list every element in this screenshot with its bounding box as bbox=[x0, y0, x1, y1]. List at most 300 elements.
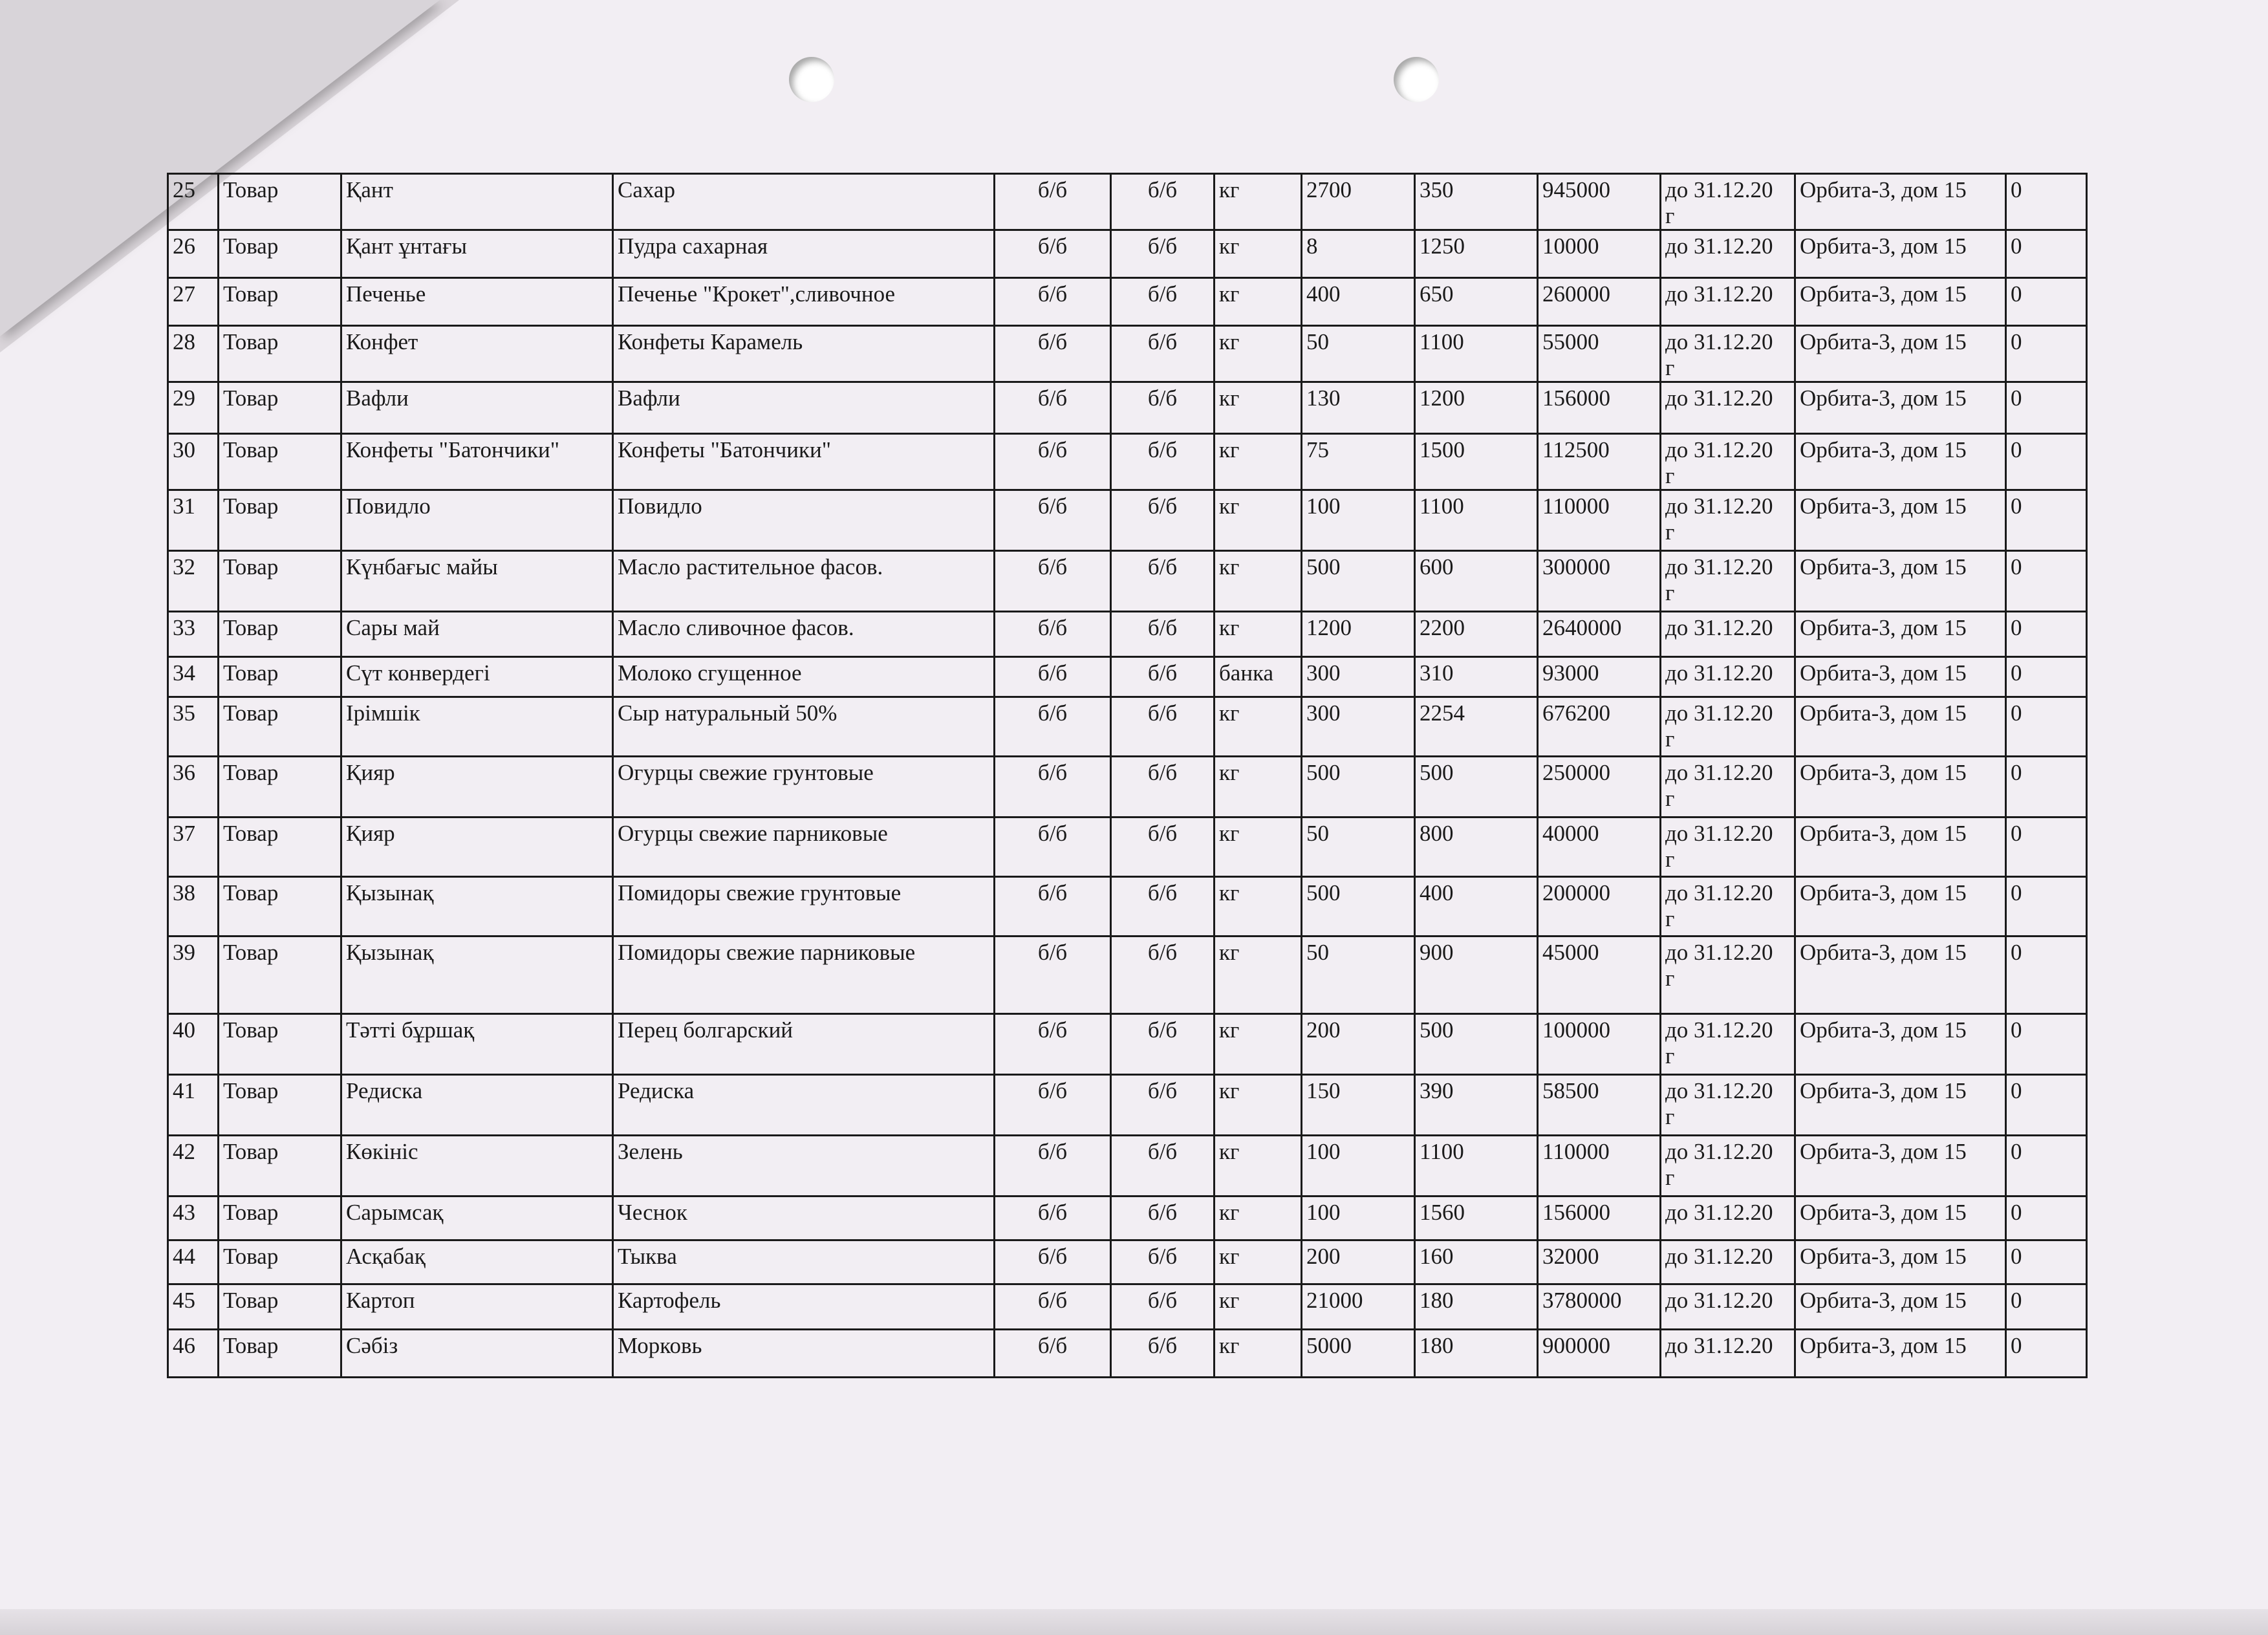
cell-last: 0 bbox=[2006, 174, 2087, 230]
cell-price: 1200 bbox=[1415, 382, 1538, 434]
cell-bb-1: б/б bbox=[995, 657, 1111, 697]
cell-type: Товар bbox=[219, 1240, 341, 1284]
term-date: до 31.12.20 bbox=[1665, 554, 1773, 579]
cell-price: 160 bbox=[1415, 1240, 1538, 1284]
term-date: до 31.12.20 bbox=[1665, 700, 1773, 726]
cell-price: 1100 bbox=[1415, 490, 1538, 551]
cell-name-ru: Печенье "Крокет",сливочное bbox=[613, 278, 995, 326]
table-row bbox=[168, 230, 2087, 278]
cell-last: 0 bbox=[2006, 230, 2087, 278]
cell-address: Орбита-3, дом 15 bbox=[1795, 490, 2006, 551]
cell-address: Орбита-3, дом 15 bbox=[1795, 434, 2006, 490]
cell-name-ru: Огурцы свежие грунтовые bbox=[613, 757, 995, 817]
cell-address: Орбита-3, дом 15 bbox=[1795, 757, 2006, 817]
cell-name-ru: Сахар bbox=[613, 174, 995, 230]
cell-address: Орбита-3, дом 15 bbox=[1795, 278, 2006, 326]
cell-bb-1: б/б bbox=[995, 877, 1111, 937]
cell-number: 39 bbox=[168, 937, 219, 1014]
cell-last: 0 bbox=[2006, 697, 2087, 757]
cell-name-kz: Картоп bbox=[341, 1284, 613, 1330]
term-suffix: г bbox=[1665, 786, 1675, 811]
cell-price: 650 bbox=[1415, 278, 1538, 326]
cell-type: Товар bbox=[219, 382, 341, 434]
cell-sum: 110000 bbox=[1538, 490, 1661, 551]
cell-term bbox=[1661, 877, 1795, 937]
cell-quantity: 100 bbox=[1302, 1196, 1415, 1240]
cell-address: Орбита-3, дом 15 bbox=[1795, 937, 2006, 1014]
cell-last: 0 bbox=[2006, 551, 2087, 612]
cell-term bbox=[1661, 1240, 1795, 1284]
cell-quantity: 75 bbox=[1302, 434, 1415, 490]
cell-term bbox=[1661, 490, 1795, 551]
cell-quantity: 200 bbox=[1302, 1240, 1415, 1284]
cell-number: 31 bbox=[168, 490, 219, 551]
cell-price: 350 bbox=[1415, 174, 1538, 230]
cell-unit: кг bbox=[1215, 490, 1302, 551]
cell-bb-2: б/б bbox=[1111, 1240, 1215, 1284]
cell-address: Орбита-3, дом 15 bbox=[1795, 657, 2006, 697]
cell-name-kz: Асқабақ bbox=[341, 1240, 613, 1284]
cell-bb-1: б/б bbox=[995, 817, 1111, 877]
cell-name-ru: Масло сливочное фасов. bbox=[613, 612, 995, 657]
cell-sum: 2640000 bbox=[1538, 612, 1661, 657]
cell-name-kz: Күнбағыс майы bbox=[341, 551, 613, 612]
cell-number: 35 bbox=[168, 697, 219, 757]
term-date: до 31.12.20 bbox=[1665, 281, 1773, 307]
cell-sum: 900000 bbox=[1538, 1330, 1661, 1378]
cell-number: 27 bbox=[168, 278, 219, 326]
cell-type: Товар bbox=[219, 174, 341, 230]
table-row bbox=[168, 817, 2087, 877]
cell-name-ru: Перец болгарский bbox=[613, 1014, 995, 1075]
cell-name-kz: Қант ұнтағы bbox=[341, 230, 613, 278]
cell-type: Товар bbox=[219, 697, 341, 757]
cell-type: Товар bbox=[219, 490, 341, 551]
cell-unit: банка bbox=[1215, 657, 1302, 697]
cell-last: 0 bbox=[2006, 1240, 2087, 1284]
cell-name-ru: Картофель bbox=[613, 1284, 995, 1330]
cell-number: 41 bbox=[168, 1075, 219, 1136]
cell-name-kz: Сарымсақ bbox=[341, 1196, 613, 1240]
term-date: до 31.12.20 bbox=[1665, 1139, 1773, 1164]
cell-unit: кг bbox=[1215, 382, 1302, 434]
cell-type: Товар bbox=[219, 1196, 341, 1240]
cell-bb-2: б/б bbox=[1111, 490, 1215, 551]
cell-term bbox=[1661, 382, 1795, 434]
cell-unit: кг bbox=[1215, 1284, 1302, 1330]
cell-number: 30 bbox=[168, 434, 219, 490]
cell-name-ru: Зелень bbox=[613, 1136, 995, 1196]
cell-bb-1: б/б bbox=[995, 278, 1111, 326]
term-date: до 31.12.20 bbox=[1665, 660, 1773, 686]
cell-bb-2: б/б bbox=[1111, 434, 1215, 490]
term-suffix: г bbox=[1665, 463, 1675, 488]
cell-name-ru: Повидло bbox=[613, 490, 995, 551]
term-date: до 31.12.20 bbox=[1665, 940, 1773, 965]
cell-unit: кг bbox=[1215, 877, 1302, 937]
cell-sum: 110000 bbox=[1538, 1136, 1661, 1196]
cell-sum: 676200 bbox=[1538, 697, 1661, 757]
cell-address: Орбита-3, дом 15 bbox=[1795, 1075, 2006, 1136]
cell-number: 37 bbox=[168, 817, 219, 877]
term-suffix: г bbox=[1665, 1165, 1675, 1190]
cell-quantity: 50 bbox=[1302, 326, 1415, 382]
cell-quantity: 2700 bbox=[1302, 174, 1415, 230]
scan-bottom-edge bbox=[0, 1609, 2268, 1635]
cell-sum: 45000 bbox=[1538, 937, 1661, 1014]
term-date: до 31.12.20 bbox=[1665, 1078, 1773, 1103]
cell-quantity: 500 bbox=[1302, 757, 1415, 817]
cell-last: 0 bbox=[2006, 1075, 2087, 1136]
term-date: до 31.12.20 bbox=[1665, 1200, 1773, 1225]
cell-unit: кг bbox=[1215, 1240, 1302, 1284]
cell-bb-2: б/б bbox=[1111, 174, 1215, 230]
cell-term bbox=[1661, 1014, 1795, 1075]
cell-bb-1: б/б bbox=[995, 1196, 1111, 1240]
cell-name-kz: Сәбіз bbox=[341, 1330, 613, 1378]
cell-price: 900 bbox=[1415, 937, 1538, 1014]
procurement-table bbox=[167, 173, 2088, 1378]
cell-name-ru: Помидоры свежие грунтовые bbox=[613, 877, 995, 937]
term-suffix: г bbox=[1665, 519, 1675, 545]
cell-name-kz: Конфет bbox=[341, 326, 613, 382]
term-date: до 31.12.20 bbox=[1665, 493, 1773, 519]
cell-sum: 100000 bbox=[1538, 1014, 1661, 1075]
table-row bbox=[168, 551, 2087, 612]
cell-address: Орбита-3, дом 15 bbox=[1795, 612, 2006, 657]
table-body bbox=[168, 174, 2087, 1378]
cell-quantity: 50 bbox=[1302, 817, 1415, 877]
cell-price: 600 bbox=[1415, 551, 1538, 612]
cell-name-ru: Пудра сахарная bbox=[613, 230, 995, 278]
term-date: до 31.12.20 bbox=[1665, 880, 1773, 905]
cell-quantity: 5000 bbox=[1302, 1330, 1415, 1378]
cell-name-ru: Молоко сгущенное bbox=[613, 657, 995, 697]
cell-term bbox=[1661, 278, 1795, 326]
cell-name-kz: Қияр bbox=[341, 817, 613, 877]
term-suffix: г bbox=[1665, 847, 1675, 872]
cell-bb-1: б/б bbox=[995, 937, 1111, 1014]
cell-price: 2254 bbox=[1415, 697, 1538, 757]
cell-name-ru: Конфеты "Батончики" bbox=[613, 434, 995, 490]
cell-name-ru: Сыр натуральный 50% bbox=[613, 697, 995, 757]
cell-last: 0 bbox=[2006, 817, 2087, 877]
cell-bb-1: б/б bbox=[995, 757, 1111, 817]
cell-unit: кг bbox=[1215, 1075, 1302, 1136]
term-suffix: г bbox=[1665, 1043, 1675, 1068]
term-date: до 31.12.20 bbox=[1665, 385, 1773, 411]
cell-price: 800 bbox=[1415, 817, 1538, 877]
cell-unit: кг bbox=[1215, 230, 1302, 278]
cell-number: 43 bbox=[168, 1196, 219, 1240]
cell-type: Товар bbox=[219, 817, 341, 877]
cell-last: 0 bbox=[2006, 1136, 2087, 1196]
cell-bb-1: б/б bbox=[995, 434, 1111, 490]
cell-type: Товар bbox=[219, 877, 341, 937]
cell-type: Товар bbox=[219, 612, 341, 657]
cell-sum: 250000 bbox=[1538, 757, 1661, 817]
term-date: до 31.12.20 bbox=[1665, 1244, 1773, 1269]
table-row bbox=[168, 757, 2087, 817]
table-row bbox=[168, 1014, 2087, 1075]
cell-type: Товар bbox=[219, 937, 341, 1014]
cell-sum: 55000 bbox=[1538, 326, 1661, 382]
term-date: до 31.12.20 bbox=[1665, 329, 1773, 354]
cell-term bbox=[1661, 434, 1795, 490]
cell-bb-2: б/б bbox=[1111, 278, 1215, 326]
cell-quantity: 200 bbox=[1302, 1014, 1415, 1075]
cell-unit: кг bbox=[1215, 1330, 1302, 1378]
cell-sum: 40000 bbox=[1538, 817, 1661, 877]
cell-price: 1500 bbox=[1415, 434, 1538, 490]
cell-name-kz: Повидло bbox=[341, 490, 613, 551]
cell-type: Товар bbox=[219, 326, 341, 382]
table-row bbox=[168, 1240, 2087, 1284]
cell-last: 0 bbox=[2006, 326, 2087, 382]
cell-price: 180 bbox=[1415, 1284, 1538, 1330]
table-row bbox=[168, 490, 2087, 551]
cell-number: 38 bbox=[168, 877, 219, 937]
cell-price: 1100 bbox=[1415, 326, 1538, 382]
cell-name-ru: Тыква bbox=[613, 1240, 995, 1284]
cell-last: 0 bbox=[2006, 434, 2087, 490]
cell-address: Орбита-3, дом 15 bbox=[1795, 230, 2006, 278]
cell-last: 0 bbox=[2006, 937, 2087, 1014]
term-date: до 31.12.20 bbox=[1665, 821, 1773, 846]
cell-term bbox=[1661, 697, 1795, 757]
cell-term bbox=[1661, 1330, 1795, 1378]
term-suffix: г bbox=[1665, 355, 1675, 380]
cell-last: 0 bbox=[2006, 1330, 2087, 1378]
cell-bb-2: б/б bbox=[1111, 1196, 1215, 1240]
cell-bb-2: б/б bbox=[1111, 612, 1215, 657]
cell-number: 28 bbox=[168, 326, 219, 382]
cell-number: 46 bbox=[168, 1330, 219, 1378]
term-date: до 31.12.20 bbox=[1665, 1288, 1773, 1313]
cell-bb-1: б/б bbox=[995, 1330, 1111, 1378]
cell-name-ru: Вафли bbox=[613, 382, 995, 434]
cell-price: 1560 bbox=[1415, 1196, 1538, 1240]
table-row bbox=[168, 326, 2087, 382]
cell-price: 310 bbox=[1415, 657, 1538, 697]
cell-sum: 32000 bbox=[1538, 1240, 1661, 1284]
cell-unit: кг bbox=[1215, 697, 1302, 757]
cell-term bbox=[1661, 1136, 1795, 1196]
table-row bbox=[168, 1075, 2087, 1136]
cell-type: Товар bbox=[219, 230, 341, 278]
cell-bb-2: б/б bbox=[1111, 697, 1215, 757]
cell-name-ru: Масло растительное фасов. bbox=[613, 551, 995, 612]
cell-type: Товар bbox=[219, 1284, 341, 1330]
cell-number: 33 bbox=[168, 612, 219, 657]
table-row bbox=[168, 1196, 2087, 1240]
cell-unit: кг bbox=[1215, 1196, 1302, 1240]
table-row bbox=[168, 877, 2087, 937]
cell-term bbox=[1661, 937, 1795, 1014]
cell-number: 29 bbox=[168, 382, 219, 434]
cell-bb-2: б/б bbox=[1111, 877, 1215, 937]
cell-address: Орбита-3, дом 15 bbox=[1795, 1284, 2006, 1330]
cell-type: Товар bbox=[219, 551, 341, 612]
cell-name-kz: Қызынақ bbox=[341, 937, 613, 1014]
cell-number: 25 bbox=[168, 174, 219, 230]
cell-unit: кг bbox=[1215, 757, 1302, 817]
table-row bbox=[168, 1330, 2087, 1378]
cell-bb-2: б/б bbox=[1111, 382, 1215, 434]
table-row bbox=[168, 612, 2087, 657]
cell-last: 0 bbox=[2006, 1196, 2087, 1240]
cell-price: 390 bbox=[1415, 1075, 1538, 1136]
cell-bb-1: б/б bbox=[995, 490, 1111, 551]
cell-address: Орбита-3, дом 15 bbox=[1795, 1014, 2006, 1075]
cell-number: 44 bbox=[168, 1240, 219, 1284]
cell-number: 34 bbox=[168, 657, 219, 697]
cell-quantity: 500 bbox=[1302, 551, 1415, 612]
cell-unit: кг bbox=[1215, 326, 1302, 382]
cell-unit: кг bbox=[1215, 434, 1302, 490]
cell-bb-2: б/б bbox=[1111, 757, 1215, 817]
cell-unit: кг bbox=[1215, 817, 1302, 877]
cell-type: Товар bbox=[219, 1014, 341, 1075]
term-suffix: г bbox=[1665, 580, 1675, 605]
table-row bbox=[168, 937, 2087, 1014]
cell-price: 2200 bbox=[1415, 612, 1538, 657]
cell-sum: 300000 bbox=[1538, 551, 1661, 612]
cell-sum: 93000 bbox=[1538, 657, 1661, 697]
cell-quantity: 130 bbox=[1302, 382, 1415, 434]
cell-bb-2: б/б bbox=[1111, 817, 1215, 877]
cell-name-kz: Печенье bbox=[341, 278, 613, 326]
term-suffix: г bbox=[1665, 726, 1675, 752]
cell-name-kz: Тәтті бұршақ bbox=[341, 1014, 613, 1075]
cell-quantity: 150 bbox=[1302, 1075, 1415, 1136]
cell-quantity: 100 bbox=[1302, 490, 1415, 551]
cell-bb-2: б/б bbox=[1111, 230, 1215, 278]
cell-address: Орбита-3, дом 15 bbox=[1795, 174, 2006, 230]
cell-price: 400 bbox=[1415, 877, 1538, 937]
term-date: до 31.12.20 bbox=[1665, 177, 1773, 202]
cell-bb-1: б/б bbox=[995, 1014, 1111, 1075]
term-date: до 31.12.20 bbox=[1665, 615, 1773, 640]
cell-unit: кг bbox=[1215, 551, 1302, 612]
cell-name-ru: Помидоры свежие парниковые bbox=[613, 937, 995, 1014]
cell-bb-2: б/б bbox=[1111, 1284, 1215, 1330]
cell-bb-1: б/б bbox=[995, 1075, 1111, 1136]
cell-type: Товар bbox=[219, 1330, 341, 1378]
table-row bbox=[168, 174, 2087, 230]
cell-bb-1: б/б bbox=[995, 382, 1111, 434]
cell-bb-1: б/б bbox=[995, 612, 1111, 657]
cell-sum: 200000 bbox=[1538, 877, 1661, 937]
table-row bbox=[168, 657, 2087, 697]
cell-quantity: 300 bbox=[1302, 657, 1415, 697]
cell-name-ru: Огурцы свежие парниковые bbox=[613, 817, 995, 877]
cell-name-kz: Ірімшік bbox=[341, 697, 613, 757]
term-suffix: г bbox=[1665, 1104, 1675, 1129]
cell-term bbox=[1661, 174, 1795, 230]
cell-address: Орбита-3, дом 15 bbox=[1795, 1136, 2006, 1196]
cell-last: 0 bbox=[2006, 490, 2087, 551]
term-date: до 31.12.20 bbox=[1665, 437, 1773, 462]
cell-term bbox=[1661, 1284, 1795, 1330]
cell-name-ru: Редиска bbox=[613, 1075, 995, 1136]
cell-name-kz: Қант bbox=[341, 174, 613, 230]
cell-unit: кг bbox=[1215, 1014, 1302, 1075]
cell-bb-1: б/б bbox=[995, 1136, 1111, 1196]
cell-name-kz: Сүт конвердегі bbox=[341, 657, 613, 697]
cell-number: 45 bbox=[168, 1284, 219, 1330]
table-row bbox=[168, 1136, 2087, 1196]
cell-sum: 112500 bbox=[1538, 434, 1661, 490]
cell-last: 0 bbox=[2006, 1284, 2087, 1330]
cell-quantity: 500 bbox=[1302, 877, 1415, 937]
cell-name-kz: Конфеты "Батончики" bbox=[341, 434, 613, 490]
cell-number: 42 bbox=[168, 1136, 219, 1196]
cell-type: Товар bbox=[219, 1075, 341, 1136]
cell-term bbox=[1661, 230, 1795, 278]
cell-sum: 58500 bbox=[1538, 1075, 1661, 1136]
table-row bbox=[168, 434, 2087, 490]
cell-address: Орбита-3, дом 15 bbox=[1795, 326, 2006, 382]
cell-price: 1100 bbox=[1415, 1136, 1538, 1196]
cell-bb-2: б/б bbox=[1111, 1014, 1215, 1075]
term-suffix: г bbox=[1665, 966, 1675, 991]
cell-sum: 10000 bbox=[1538, 230, 1661, 278]
cell-bb-2: б/б bbox=[1111, 1330, 1215, 1378]
cell-address: Орбита-3, дом 15 bbox=[1795, 1240, 2006, 1284]
cell-quantity: 1200 bbox=[1302, 612, 1415, 657]
term-date: до 31.12.20 bbox=[1665, 760, 1773, 785]
cell-price: 500 bbox=[1415, 757, 1538, 817]
cell-term bbox=[1661, 326, 1795, 382]
cell-term bbox=[1661, 817, 1795, 877]
punch-hole-right bbox=[1394, 57, 1439, 102]
term-date: до 31.12.20 bbox=[1665, 1017, 1773, 1043]
cell-number: 26 bbox=[168, 230, 219, 278]
cell-name-kz: Қияр bbox=[341, 757, 613, 817]
cell-term bbox=[1661, 551, 1795, 612]
cell-address: Орбита-3, дом 15 bbox=[1795, 817, 2006, 877]
table-row bbox=[168, 1284, 2087, 1330]
cell-number: 36 bbox=[168, 757, 219, 817]
cell-term bbox=[1661, 612, 1795, 657]
cell-price: 500 bbox=[1415, 1014, 1538, 1075]
table-row bbox=[168, 697, 2087, 757]
cell-sum: 156000 bbox=[1538, 382, 1661, 434]
cell-name-kz: Көкініс bbox=[341, 1136, 613, 1196]
cell-bb-1: б/б bbox=[995, 697, 1111, 757]
cell-name-ru: Чеснок bbox=[613, 1196, 995, 1240]
cell-last: 0 bbox=[2006, 877, 2087, 937]
cell-type: Товар bbox=[219, 657, 341, 697]
cell-sum: 3780000 bbox=[1538, 1284, 1661, 1330]
cell-term bbox=[1661, 657, 1795, 697]
cell-type: Товар bbox=[219, 434, 341, 490]
cell-bb-2: б/б bbox=[1111, 1136, 1215, 1196]
cell-bb-2: б/б bbox=[1111, 551, 1215, 612]
cell-last: 0 bbox=[2006, 278, 2087, 326]
cell-unit: кг bbox=[1215, 1136, 1302, 1196]
cell-type: Товар bbox=[219, 278, 341, 326]
cell-sum: 945000 bbox=[1538, 174, 1661, 230]
cell-type: Товар bbox=[219, 1136, 341, 1196]
cell-bb-2: б/б bbox=[1111, 326, 1215, 382]
term-date: до 31.12.20 bbox=[1665, 233, 1773, 259]
table-row bbox=[168, 382, 2087, 434]
cell-unit: кг bbox=[1215, 278, 1302, 326]
cell-address: Орбита-3, дом 15 bbox=[1795, 877, 2006, 937]
term-suffix: г bbox=[1665, 906, 1675, 931]
